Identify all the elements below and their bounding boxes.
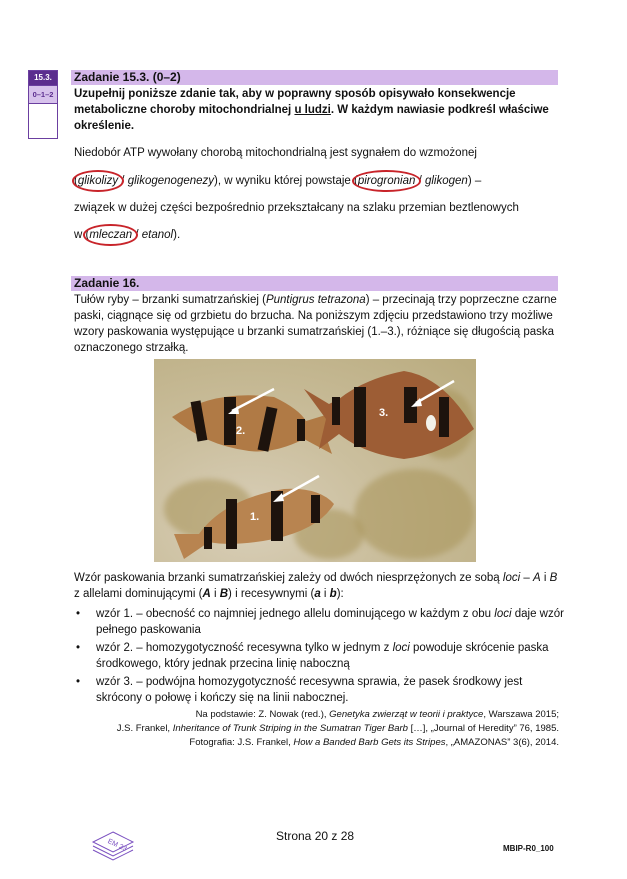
exam-code: MBIP-R0_100 [503, 844, 554, 853]
genetics-description: Wzór paskowania brzanki sumatrzańskiej zależy od dwóch niesprzężonych ze sobą loci – A i B z allelami dominującymi (A i B) i recesywnymi (a i b): [74, 572, 558, 600]
list-item: • wzór 2. – homozygotyczność recesywna tylko w jednym z loci powoduje skrócenie paska środkowego, który jednak przecina linię naboczną [74, 641, 564, 672]
score-box [28, 70, 58, 139]
list-item: • wzór 1. – obecność co najmniej jednego allelu dominującego w każdym z obu loci daje wzór pełnego paskowania [74, 607, 564, 638]
task-15-3-instruction: Uzupełnij poniższe zdanie tak, aby w poprawny sposób opisywało konsekwencje metaboliczne choroby mitochondrialnej u ludzi. W każdym nawiasie podkreśl właściwe określenie. [74, 88, 549, 132]
svg-text:EM 23: EM 23 [106, 838, 128, 853]
option-glikolizy-circled[interactable]: glikolizy [77, 175, 119, 187]
sentence-line-2: (glikolizy / glikogenogenezy), w wyniku której powstaje (pirogronian / glikogen) – [74, 175, 482, 187]
source-2: J.S. Frankel, Inheritance of Trunk Striping in the Sumatran Tiger Barb […], „Journal of Heredity” 76, 1985. [116, 723, 559, 734]
points-range: 0–1–2 [29, 85, 57, 103]
option-glikogen[interactable]: glikogen [424, 175, 468, 187]
source-1: Na podstawie: Z. Nowak (red.), Genetyka zwierząt w teorii i praktyce, Warszawa 2015; [195, 709, 559, 720]
fish-photo [154, 359, 476, 562]
fish-illustration [154, 359, 476, 562]
score-field[interactable] [29, 103, 57, 138]
option-glikogenogenezy[interactable]: glikogenogenezy [127, 175, 215, 187]
list-item: • wzór 3. – podwójna homozygotyczność recesywna sprawia, że pasek środkowy jest skrócony o połowę i kończy się na linii nabocznej. [74, 675, 564, 706]
pattern-list [74, 607, 564, 709]
sentence-line-4: w (mleczan / etanol). [74, 229, 181, 241]
cke-logo-icon [88, 826, 138, 866]
task-number: 15.3. [29, 71, 57, 85]
option-pirogronian-circled[interactable]: pirogronian [357, 175, 416, 187]
fish-label-1: 1. [250, 511, 260, 523]
sentence-line-3: związek w dużej części bezpośrednio przekształcany na szlaku przemian beztlenowych [74, 202, 519, 214]
task-15-3-title: Zadanie 15.3. (0–2) [71, 70, 558, 85]
fish-label-3: 3. [379, 407, 389, 419]
task-16-title: Zadanie 16. [71, 276, 558, 291]
task-16-intro: Tułów ryby – brzanki sumatrzańskiej (Puntigrus tetrazona) – przecinają trzy poprzeczne czarne paski, ciągnące się od grzbietu do brzucha. Na poniższym zdjęciu przedstawiono trzy możliwe wzory paskowania występujące u brzanki sumatrzańskiej (1.–3.), różniące się długością paska oznaczonego strzałką. [74, 294, 557, 354]
fish-label-2: 2. [236, 425, 246, 437]
option-etanol[interactable]: etanol [141, 229, 174, 241]
page-number: Strona 20 z 28 [276, 829, 355, 843]
option-mleczan-circled[interactable]: mleczan [89, 229, 133, 241]
sentence-line-1: Niedobór ATP wywołany chorobą mitochondrialną jest sygnałem do wzmożonej [74, 147, 477, 159]
source-3: Fotografia: J.S. Frankel, How a Banded Barb Gets its Stripes, „AMAZONAS” 3(6), 2014. [189, 737, 559, 748]
